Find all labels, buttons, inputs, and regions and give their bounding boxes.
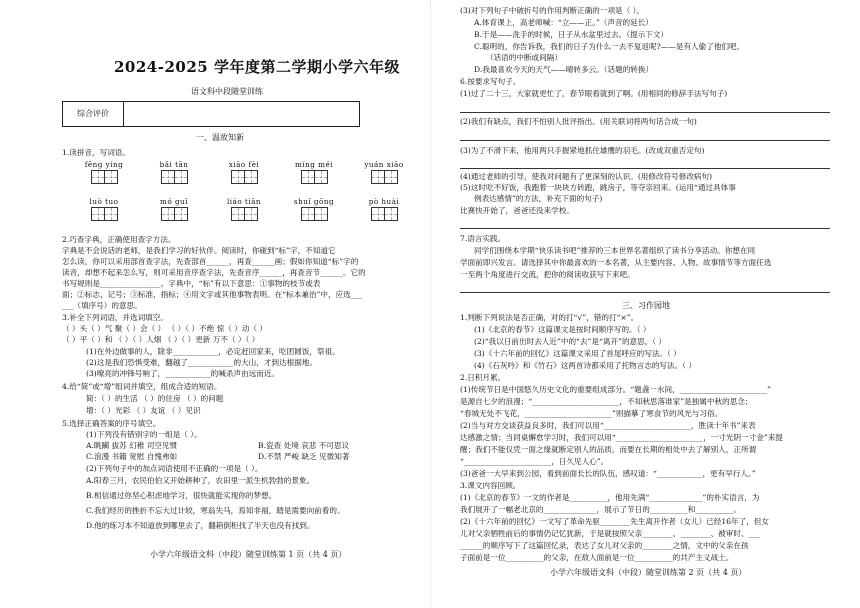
review-line: (2)《十六年前的回忆》一文写了革命先驱________先生离开作者（女儿）已经16年了，但女 <box>460 517 769 526</box>
q7-line: 学面前即兴发言。请选择其中你最喜欢的一本名著，从主要内容、人物、故事情节等方面任选 <box>460 258 772 267</box>
judge-item: (4)《石灰吟》和《竹石》这两首诗都采用了托物言志的写法。（ ） <box>474 361 696 370</box>
pinyin-row-1 <box>74 160 414 194</box>
accumulation-heading: 2.日积月累。 <box>460 373 506 382</box>
q2-line: ___（填序号）的意思。 <box>62 301 142 310</box>
judge-item: (2)“我以日前出时去人近”中的“去”是“离开”的意思。（ ） <box>474 337 667 346</box>
pinyin-item <box>284 197 344 221</box>
review-line: (1)《北京的春节》一文的作者是__________，他用先满“______________”的朴实语言，为 <box>460 493 760 502</box>
review-heading: 3.课文内容回顾。 <box>460 481 521 490</box>
q2-line: 面；②标志，记号；③标准，指标；④用文字或其他事物表明。在“标本兼治”中，应选___ <box>62 290 363 299</box>
answer-grid[interactable] <box>144 207 204 221</box>
pinyin-text: míng méi <box>295 160 333 169</box>
judge-heading: 1.判断下列说法是否正确，对的打“√”，错的打“×”。 <box>460 313 639 322</box>
review-line: ______的顺序写下了这篇回忆录，表达了女儿对父亲的________之情，文中的父亲在孩 <box>460 541 749 550</box>
judge-item: (3)《十六年前的回忆》这篇课文采用了首尾呼应的写法。（ ） <box>474 349 681 358</box>
answer-grid[interactable] <box>214 207 274 221</box>
option-d[interactable]: D.我最喜欢今天的天气——晴转多云。（话题的转换） <box>474 65 654 74</box>
pinyin-text: yuán xiāo <box>364 160 404 169</box>
answer-line[interactable] <box>460 228 830 229</box>
option-b[interactable]: B.瓷查 处境 哀悲 不可思议 <box>258 441 350 450</box>
q4-row: 增：（ ）光彩 （ ）友谊 （ ）见识 <box>86 406 201 415</box>
q6-heading: 6.按要求写句子。 <box>460 77 521 86</box>
accumulation-line: (3)爸爸一大早来到公园，看到前面长长的队伍，感叹道：“____________，更有早行人。” <box>460 469 756 478</box>
option-d[interactable]: D.他的练习本不知道放到哪里去了，翻箱倒柜找了半天也没有找到。 <box>86 521 315 530</box>
pinyin-item <box>214 160 274 184</box>
q3-word-row: （ ）头（ ）气 聚（ ）会（ ） （ ）（ ）不绝 惊（ ）动（ ） <box>62 324 267 333</box>
right-page <box>430 0 860 608</box>
q3-sentence: (2)这是我们恐惧受难，翻越了____________的大山，才到达根据地。 <box>86 358 317 367</box>
q2-line: 读音，却想不起来怎么写，则可采用音序查字法，先查音序______，再查音节______。它的 <box>62 268 366 277</box>
review-line: 子面前是一位__________的父亲，在敌人面前是一位__________的共产主义战士。 <box>460 553 734 562</box>
q6-item: 比赛快开始了，爸爸还没来学校。 <box>460 206 574 215</box>
q5-sub-question: (2)下列句子中的加点词语使用不正确的一项是（ ）。 <box>86 464 263 473</box>
answer-grid[interactable] <box>74 207 134 221</box>
q2-line: 字典是不会说话的老师，是我们学习的好伙伴。阅读时，你碰到“标”字，不知道它 <box>62 246 336 255</box>
pinyin-item <box>144 160 204 184</box>
q2-heading: 2.巧查字典，正确使用查字方法。 <box>62 235 176 244</box>
q3-word-row: （ ）平（ ）和 （ ）（ ）人烟 （ ）（ ）更新 万不（ ）（ ） <box>62 335 260 344</box>
q5-sub-question: (3)对下列句子中破折号的作用判断正确的一项是（ ）。 <box>460 6 645 15</box>
accumulation-line: (1)传统节日是中国悠久历史文化的重要组成部分。“题盏一水间，_______________________” <box>460 385 771 394</box>
option-b[interactable]: B.于是——洗手的时候，日子从水盆里过去。（提示下文） <box>474 30 669 39</box>
answer-line[interactable] <box>460 292 830 293</box>
answer-grid[interactable] <box>144 170 204 184</box>
pinyin-text: fēng yíng <box>84 160 124 169</box>
pinyin-item <box>144 197 204 221</box>
q5-sub-question: (1)下列没有错别字的一组是（ ）。 <box>86 430 202 439</box>
score-table <box>62 101 360 127</box>
pinyin-item <box>354 160 414 184</box>
answer-line[interactable] <box>460 168 830 169</box>
pinyin-item <box>354 197 414 221</box>
accumulation-line: 醒；我们不能仅凭一面之缘就断定别人的品质，而要在长期的相处中去了解别人，正所谓 <box>460 445 757 454</box>
option-c[interactable]: C.我们经历的挫折不忘大过计较，寒翁失马，焉知非福，踏是需要向前看的。 <box>86 506 345 515</box>
judge-item: (1)《北京的春节》这篇课文是按时间顺序写的。（ ） <box>474 325 651 334</box>
q2-line: 怎么读，你可以采用部首查字法，先查部首______，再查______画；假如你知道“标”字的 <box>62 257 359 266</box>
answer-grid[interactable] <box>354 207 414 221</box>
answer-grid[interactable] <box>74 170 134 184</box>
score-cell[interactable] <box>124 102 360 127</box>
q2-line: 书写规则是________________。字典中，“标”有以下意思：①事物的枝节或表 <box>62 279 321 288</box>
accumulation-line: 达感激之情；当同桌懈怠学习时，我们可以用“_______________________，一寸光阴一寸金”来提 <box>460 433 783 442</box>
page-footer: 小学六年级语文科（中段）随堂训练第 2 页（共 4 页） <box>550 568 747 577</box>
answer-line[interactable] <box>460 140 830 141</box>
q7-line: 同学们围绕本学期“快乐读书吧”推荐的三本世界名著组织了读书分享活动。你想在同 <box>474 246 756 255</box>
q7-heading: 7.语言实践。 <box>460 234 506 243</box>
q3-sentence: (1)在外边做事的人，除非____________，必定赶回家来，吃团圆饭，祭祖。 <box>86 347 340 356</box>
q6-item: (3)为了不滑下来，他用两只手握紧地抓住雄鹰的羽毛。(改成双重否定句) <box>460 146 705 155</box>
q6-item: 例表达感情”的方法，补充下面的句子) <box>474 194 603 203</box>
pinyin-item <box>74 197 134 221</box>
q6-item: (1)过了二十三，大家就更忙了，春节眼看就到了啊。(用相同的修辞手法写句子) <box>460 89 728 98</box>
option-a[interactable]: A.眺躏 拔苏 幻稚 司空见惯 <box>86 441 178 450</box>
page-footer: 小学六年级语文科（中段）随堂训练第 1 页（共 4 页） <box>150 550 347 559</box>
q3-heading: 3.补全下列词语，并选词填空。 <box>62 313 168 322</box>
section-1-heading: 一、温故知新 <box>196 133 244 142</box>
option-a[interactable]: A.体育课上，高老师喊：“立——正。”（声音的延长） <box>474 18 653 27</box>
accumulation-line: (2)当与对方交谈获益良多时，我们可以用“_______________________，胜读十年书”来表 <box>460 421 756 430</box>
q3-sentence: (3)嘹亮的冲锋号响了，____________的喊杀声由远而近。 <box>86 369 280 378</box>
review-line: 我们展开了一幅老北京的______________，展示了节日的__________和__________。 <box>460 505 741 514</box>
option-a[interactable]: A.阳春三月，农民伯伯又开始耕种了，农田里一派生机勃勃的景象。 <box>86 476 315 485</box>
exam-title: 2024-2025 学年度第二学期小学六年级 <box>114 58 400 76</box>
pinyin-text: bǎi tān <box>159 160 189 169</box>
answer-grid[interactable] <box>214 170 274 184</box>
q4-row: 简：（ ）的生活 （ ）的住房 （ ）的问题 <box>86 394 224 403</box>
pinyin-item <box>284 160 344 184</box>
section-3-heading: 三、习作园地 <box>622 301 670 310</box>
q1-heading: 1.读拼音，写词语。 <box>62 148 130 157</box>
review-line: 儿对父亲牺牲前后的事情仍记忆犹新，于是就按照父亲________、________、被审时、___ <box>460 529 760 538</box>
pinyin-item <box>214 197 274 221</box>
q6-item: (4)通过老师的引导，使我对问题有了更深刻的认识。(用修改符号修改病句) <box>460 172 713 181</box>
q4-heading: 4.给“简”或“增”组词并填空，组成合适的短语。 <box>62 382 222 391</box>
accumulation-line: “春城无处不飞花，_______________________”则描摹了寒食节的风光与习俗。 <box>460 409 723 418</box>
pinyin-row-2 <box>74 197 414 231</box>
option-c[interactable]: C.浪漫 书籍 宽慰 自愧弗如 <box>86 452 178 461</box>
accumulation-line: 是源自七夕的浪漫；“_______________________，不知秋思落谁家”是独属中秋的思念； <box>460 397 753 406</box>
q7-line: 一至两个角度进行交流，把你的阅读收获写下来吧。 <box>460 270 635 279</box>
q5-heading: 5.选择正确答案的序号填空。 <box>62 419 161 428</box>
pinyin-text: shuǐ gōng <box>293 197 335 206</box>
pinyin-text: liáo tiān <box>226 197 262 206</box>
option-c-note: （话语的中断或间隔） <box>486 53 562 62</box>
pinyin-item <box>74 160 134 184</box>
pinyin-text: mó guǐ <box>160 197 188 206</box>
exam-subtitle: 语文科中段随堂训练 <box>191 87 263 96</box>
answer-grid[interactable] <box>284 170 344 184</box>
pinyin-text: luò tuo <box>89 197 119 206</box>
answer-line[interactable] <box>460 112 830 113</box>
q6-item: (5)这时吃不好饭，我跑着一块块方砖跑，跳房子，等夺亲回来。(运用“通过具体事 <box>460 183 736 192</box>
q6-item: (2)我们有缺点，我们不怕别人批评指出。(用关联词将两句话合成一句) <box>460 117 697 126</box>
pinyin-text: xiāo fèi <box>228 160 260 169</box>
answer-grid[interactable] <box>284 207 344 221</box>
pinyin-text: pò huài <box>368 197 400 206</box>
option-c[interactable]: C.聪明的，你告诉我，我们的日子为什么一去不复返呢?——是有人偷了他们吧。 <box>474 42 745 51</box>
answer-grid[interactable] <box>354 170 414 184</box>
option-d[interactable]: D.不禁 严峻 缺乏 见微知著 <box>258 452 350 461</box>
accumulation-line: “_______________________，日久见人心”。 <box>460 457 609 466</box>
option-b[interactable]: B.相信通过你坚心积虑地学习，很快就能实现你的梦想。 <box>86 491 277 500</box>
score-label: 综合评价 <box>63 102 124 127</box>
